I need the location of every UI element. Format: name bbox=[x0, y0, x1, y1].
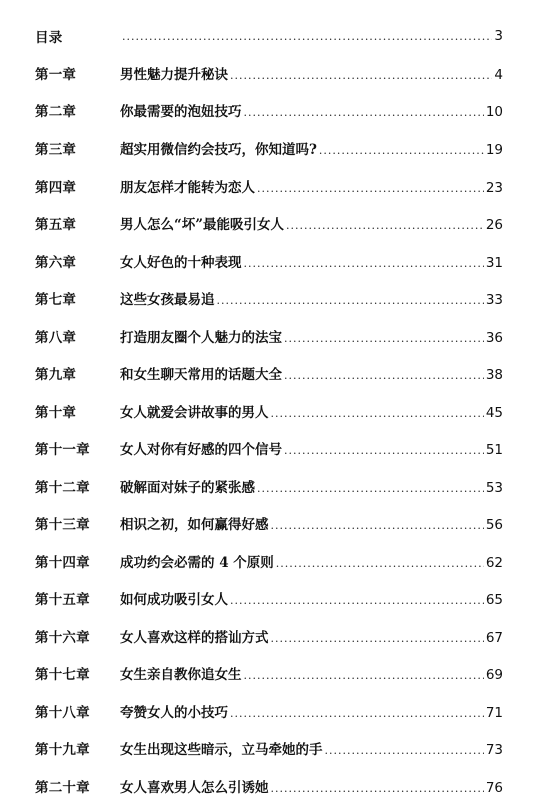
dot-leader bbox=[230, 707, 484, 720]
toc-entry[interactable] bbox=[0, 549, 543, 573]
chapter-number: 第十八章 bbox=[35, 705, 90, 721]
dot-leader bbox=[217, 294, 484, 307]
page-number: 45 bbox=[485, 405, 503, 421]
page-number: 31 bbox=[485, 255, 503, 271]
chapter-title: 夸赞女人的小技巧 bbox=[120, 705, 228, 721]
page-number: 67 bbox=[485, 630, 503, 646]
toc-entry[interactable] bbox=[0, 511, 543, 535]
page-number: 4 bbox=[494, 67, 503, 83]
toc-entry[interactable] bbox=[0, 436, 543, 460]
chapter-title: 你最需要的泡妞技巧 bbox=[120, 104, 242, 120]
toc-entry[interactable] bbox=[0, 624, 543, 648]
chapter-number: 第十九章 bbox=[35, 742, 90, 758]
toc-entry[interactable] bbox=[0, 774, 543, 798]
page-number: 69 bbox=[485, 667, 503, 683]
page-number: 19 bbox=[485, 142, 503, 158]
toc-entry[interactable] bbox=[0, 286, 543, 310]
chapter-entry bbox=[120, 626, 503, 646]
toc-entry[interactable] bbox=[0, 98, 543, 122]
dot-leader bbox=[244, 106, 484, 119]
chapter-number: 第十七章 bbox=[35, 667, 90, 683]
chapter-entry bbox=[120, 513, 503, 533]
dot-leader bbox=[284, 369, 484, 382]
chapter-number: 第六章 bbox=[35, 255, 77, 271]
dot-leader bbox=[122, 30, 492, 43]
page-number: 71 bbox=[485, 705, 503, 721]
toc-entry[interactable] bbox=[0, 324, 543, 348]
chapter-entry bbox=[120, 401, 503, 421]
toc-entry[interactable] bbox=[0, 661, 543, 685]
chapter-title: 女人就爱会讲故事的男人 bbox=[120, 405, 269, 421]
chapter-title: 男人怎么“坏”最能吸引女人 bbox=[120, 217, 285, 233]
dot-leader bbox=[230, 69, 492, 82]
page-number: 36 bbox=[485, 330, 503, 346]
toc-entry[interactable] bbox=[0, 211, 543, 235]
chapter-number: 第十二章 bbox=[35, 480, 90, 496]
chapter-title: 男性魅力提升秘诀 bbox=[120, 67, 228, 83]
dot-leader bbox=[325, 744, 484, 757]
toc-heading: 目录 bbox=[35, 30, 63, 46]
toc-entry[interactable] bbox=[0, 699, 543, 723]
toc-entry[interactable] bbox=[0, 736, 543, 760]
chapter-title: 如何成功吸引女人 bbox=[120, 592, 228, 608]
chapter-title: 破解面对妹子的紧张感 bbox=[120, 480, 255, 496]
toc-entry[interactable] bbox=[0, 586, 543, 610]
chapter-title: 成功约会必需的 4 个原则 bbox=[120, 555, 274, 571]
toc-heading-entry bbox=[120, 28, 503, 44]
dot-leader bbox=[319, 144, 484, 157]
toc-heading-row bbox=[0, 24, 543, 48]
chapter-entry bbox=[120, 476, 503, 496]
toc-entry[interactable] bbox=[0, 61, 543, 85]
chapter-entry bbox=[120, 176, 503, 196]
chapter-title: 打造朋友圈个人魅力的法宝 bbox=[120, 330, 282, 346]
chapter-entry bbox=[120, 138, 503, 158]
chapter-title: 女人对你有好感的四个信号 bbox=[120, 442, 282, 458]
dot-leader bbox=[230, 594, 484, 607]
chapter-number: 第二章 bbox=[35, 104, 77, 120]
page-number: 23 bbox=[485, 180, 503, 196]
dot-leader bbox=[257, 482, 484, 495]
chapter-entry bbox=[120, 738, 503, 758]
dot-leader bbox=[244, 257, 484, 270]
chapter-number: 第十三章 bbox=[35, 517, 90, 533]
page-number: 56 bbox=[485, 517, 503, 533]
chapter-title: 女人喜欢男人怎么引诱她 bbox=[120, 780, 269, 796]
chapter-entry bbox=[120, 251, 503, 271]
chapter-number: 第七章 bbox=[35, 292, 77, 308]
chapter-number: 第十一章 bbox=[35, 442, 90, 458]
chapter-number: 第八章 bbox=[35, 330, 77, 346]
chapter-entry bbox=[120, 213, 503, 233]
toc-entry[interactable] bbox=[0, 474, 543, 498]
chapter-entry bbox=[120, 438, 503, 458]
chapter-number: 第二十章 bbox=[35, 780, 90, 796]
chapter-entry bbox=[120, 663, 503, 683]
chapter-number: 第一章 bbox=[35, 67, 77, 83]
chapter-number: 第九章 bbox=[35, 367, 77, 383]
toc-entry[interactable] bbox=[0, 136, 543, 160]
chapter-title: 朋友怎样才能转为恋人 bbox=[120, 180, 255, 196]
dot-leader bbox=[271, 632, 484, 645]
toc-entry[interactable] bbox=[0, 361, 543, 385]
chapter-entry bbox=[120, 100, 503, 120]
page-number: 51 bbox=[485, 442, 503, 458]
page-number: 10 bbox=[485, 104, 503, 120]
chapter-number: 第十五章 bbox=[35, 592, 90, 608]
page-number: 3 bbox=[494, 28, 503, 44]
dot-leader bbox=[284, 444, 484, 457]
page-number: 38 bbox=[485, 367, 503, 383]
chapter-entry bbox=[120, 588, 503, 608]
page-number: 53 bbox=[485, 480, 503, 496]
page-number: 65 bbox=[485, 592, 503, 608]
chapter-entry bbox=[120, 551, 503, 571]
chapter-title: 和女生聊天常用的话题大全 bbox=[120, 367, 282, 383]
chapter-number: 第三章 bbox=[35, 142, 77, 158]
chapter-entry bbox=[120, 288, 503, 308]
dot-leader bbox=[244, 669, 484, 682]
dot-leader bbox=[271, 782, 484, 795]
chapter-title: 这些女孩最易追 bbox=[120, 292, 215, 308]
toc-entry[interactable] bbox=[0, 249, 543, 273]
dot-leader bbox=[257, 182, 484, 195]
toc-entry[interactable] bbox=[0, 399, 543, 423]
chapter-number: 第十四章 bbox=[35, 555, 90, 571]
chapter-title: 超实用微信约会技巧，你知道吗? bbox=[120, 142, 317, 158]
dot-leader bbox=[271, 407, 484, 420]
chapter-entry bbox=[120, 326, 503, 346]
chapter-number: 第四章 bbox=[35, 180, 77, 196]
chapter-title: 女生亲自教你追女生 bbox=[120, 667, 242, 683]
chapter-entry bbox=[120, 701, 503, 721]
chapter-number: 第十章 bbox=[35, 405, 77, 421]
toc-entry[interactable] bbox=[0, 174, 543, 198]
chapter-number: 第五章 bbox=[35, 217, 77, 233]
page-number: 76 bbox=[485, 780, 503, 796]
dot-leader bbox=[276, 557, 484, 570]
chapter-entry bbox=[120, 363, 503, 383]
page-number: 26 bbox=[485, 217, 503, 233]
chapter-number: 第十六章 bbox=[35, 630, 90, 646]
chapter-entry bbox=[120, 776, 503, 796]
dot-leader bbox=[284, 332, 484, 345]
chapter-entry bbox=[120, 63, 503, 83]
page-number: 33 bbox=[485, 292, 503, 308]
dot-leader bbox=[286, 219, 484, 232]
chapter-title: 相识之初，如何赢得好感 bbox=[120, 517, 269, 533]
dot-leader bbox=[271, 519, 484, 532]
chapter-title: 女生出现这些暗示，立马牵她的手 bbox=[120, 742, 323, 758]
page-number: 62 bbox=[485, 555, 503, 571]
page-number: 73 bbox=[485, 742, 503, 758]
chapter-title: 女人喜欢这样的搭讪方式 bbox=[120, 630, 269, 646]
chapter-title: 女人好色的十种表现 bbox=[120, 255, 242, 271]
